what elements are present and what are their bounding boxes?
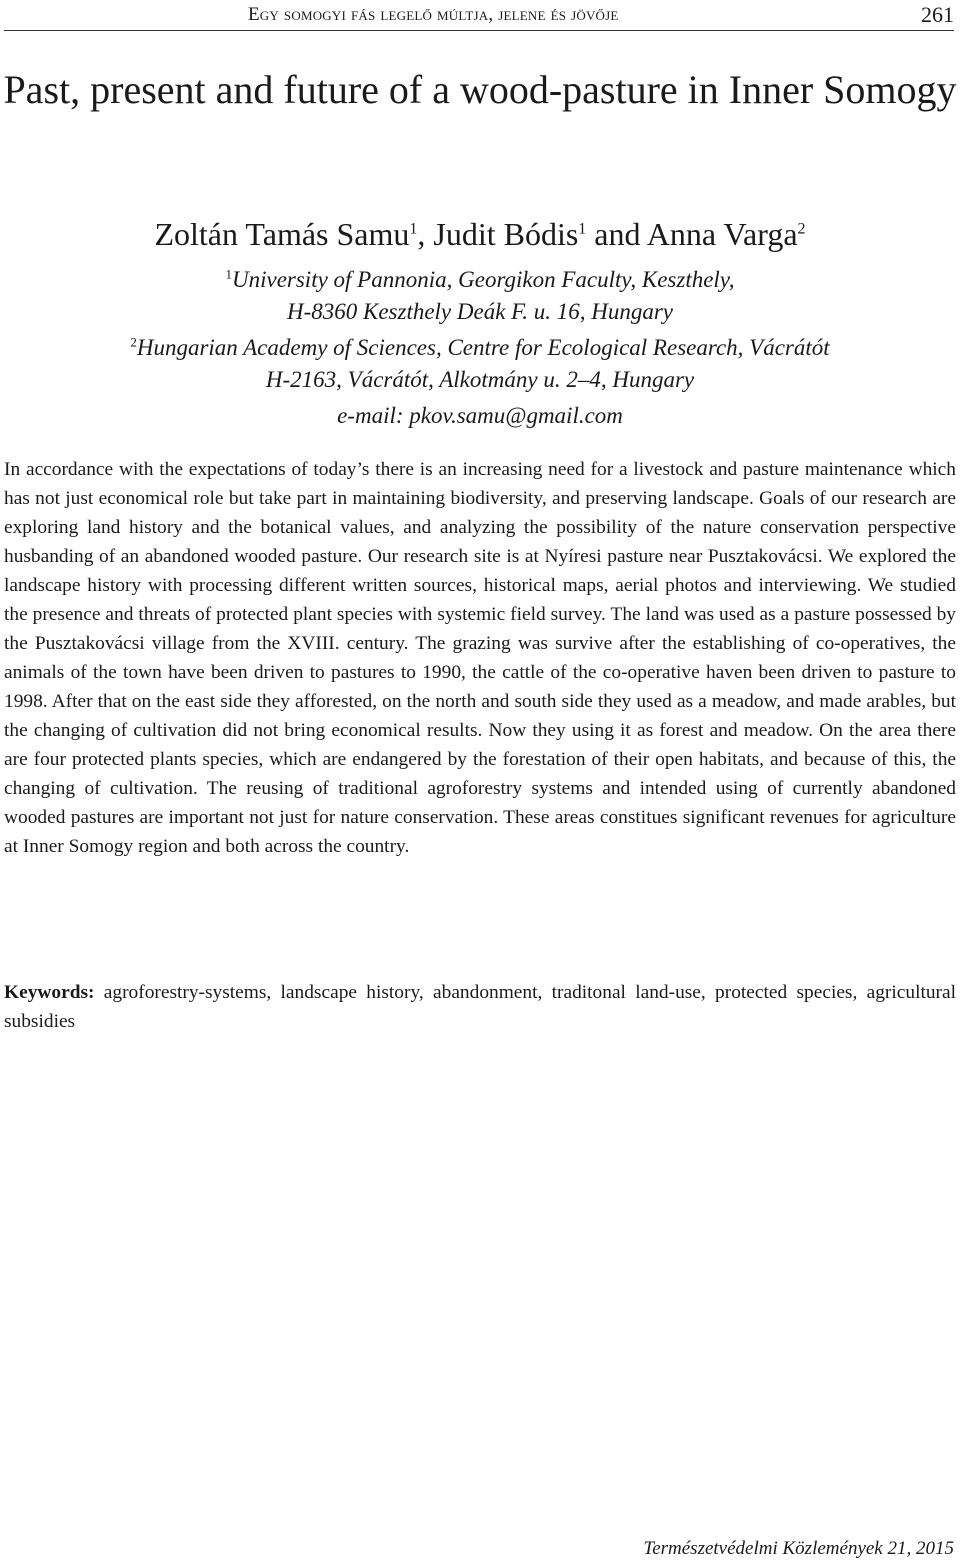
affiliation-2 (0, 332, 960, 396)
author-separator: , (417, 216, 434, 252)
affiliation-marker: 2 (797, 220, 806, 238)
affiliation-line: Hungarian Academy of Sciences, Centre for Ecological Research, Vácrátót (136, 335, 830, 360)
author-name: Anna Varga (646, 216, 798, 252)
paper-title: Past, present and future of a wood-pasture in Inner Somogy (3, 67, 957, 112)
page-number: 261 (921, 2, 954, 27)
affiliation-line: H-8360 Keszthely Deák F. u. 16, Hungary (286, 299, 674, 324)
abstract-text: In accordance with the expectations of today’s there is an increasing need for a livestock and pasture maintenance which has not just economical role but take part in maintaining biodiversity, and preserving landscape. Goals of our research are exploring land history and the botanical values, and analyzing the possibility of the nature conservation perspective husbanding of an abandoned wooded pasture. Our research site is at Nyíresi pasture near Pusztakovácsi. We explored the landscape history with processing different written sources, historical maps, aerial photos and interviewing. We studied the presence and threats of protected plant species with systemic field survey. The land was used as a pasture possessed by the Pusztakovácsi village from the XVIII. century. The grazing was survive after the establishing of co-operatives, the animals of the town have been driven to pastures to 1990, the cattle of the co-operative haven been driven to pasture to 1998. After that on the east side they afforested, on the north and south side they used as a meadow, and made arables, but the changing of cultivation did not bring economical results. Now they using it as forest and meadow. On the area there are four protected plants species, which are endangered by the forestation of their open habitats, and because of this, the changing of cultivation. The reusing of traditional agroforestry systems and intended using of currently abandoned wooded pastures are important not just for nature conservation. These areas constitues significant revenues for agriculture at Inner Somogy region and both across the country. (4, 459, 956, 857)
author-list (0, 214, 960, 254)
affiliation-line: H-2163, Vácrátót, Alkotmány u. 2–4, Hungary (265, 367, 695, 392)
author-separator: and (586, 216, 647, 252)
author-name: Zoltán Tamás Samu (154, 216, 410, 252)
affiliation-marker: 1 (409, 220, 418, 238)
running-title: Egy somogyi fás legelő múltja, jelene és jövője (248, 4, 619, 25)
affiliation-marker: 1 (578, 220, 587, 238)
keywords-label: Keywords: (4, 982, 95, 1003)
keywords-list: agroforestry-systems, landscape history, abandonment, traditonal land-use, protected species, agricultural subsidies (4, 982, 956, 1032)
affiliation-number: 1 (225, 266, 232, 282)
journal-footer: Természetvédelmi Közlemények 21, 2015 (643, 1538, 954, 1559)
affiliation-number: 2 (130, 334, 137, 350)
affiliation-line: University of Pannonia, Georgikon Faculty, Keszthely, (231, 267, 735, 292)
running-header (4, 0, 954, 31)
author-name: Judit Bódis (433, 216, 579, 252)
affiliation-1 (0, 264, 960, 328)
keywords (4, 978, 956, 1036)
email-address: e-mail: pkov.samu@gmail.com (337, 403, 623, 428)
